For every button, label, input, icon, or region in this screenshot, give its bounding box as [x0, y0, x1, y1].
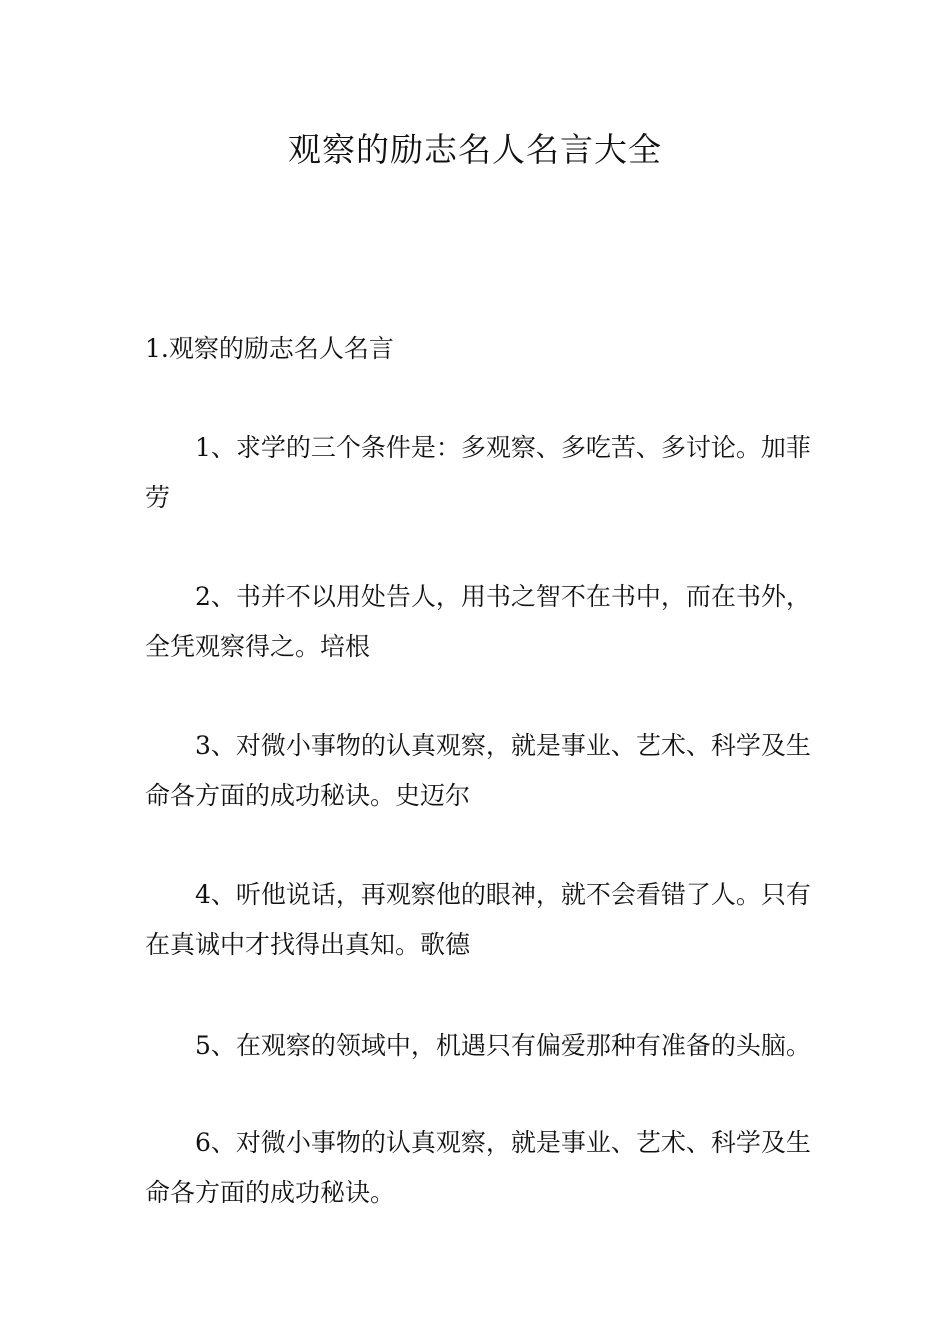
quote-paragraph-1: 1、求学的三个条件是：多观察、多吃苦、多讨论。加菲劳 [145, 433, 811, 512]
quote-paragraph-3: 3、对微小事物的认真观察，就是事业、艺术、科学及生命各方面的成功秘诀。史迈尔 [145, 731, 811, 810]
section-heading: 1.观察的励志名人名言 [145, 334, 394, 363]
quote-paragraph-6: 6、对微小事物的认真观察，就是事业、艺术、科学及生命各方面的成功秘诀。 [145, 1128, 811, 1207]
page-title: 观察的励志名人名言大全 [288, 130, 662, 169]
quote-paragraph-5: 5、在观察的领域中，机遇只有偏爱那种有准备的头脑。 [195, 1031, 811, 1060]
quote-paragraph-2: 2、书并不以用处告人，用书之智不在书中，而在书外，全凭观察得之。培根 [145, 582, 811, 661]
quote-paragraph-4: 4、听他说话，再观察他的眼神，就不会看错了人。只有在真诚中才找得出真知。歌德 [145, 880, 811, 959]
